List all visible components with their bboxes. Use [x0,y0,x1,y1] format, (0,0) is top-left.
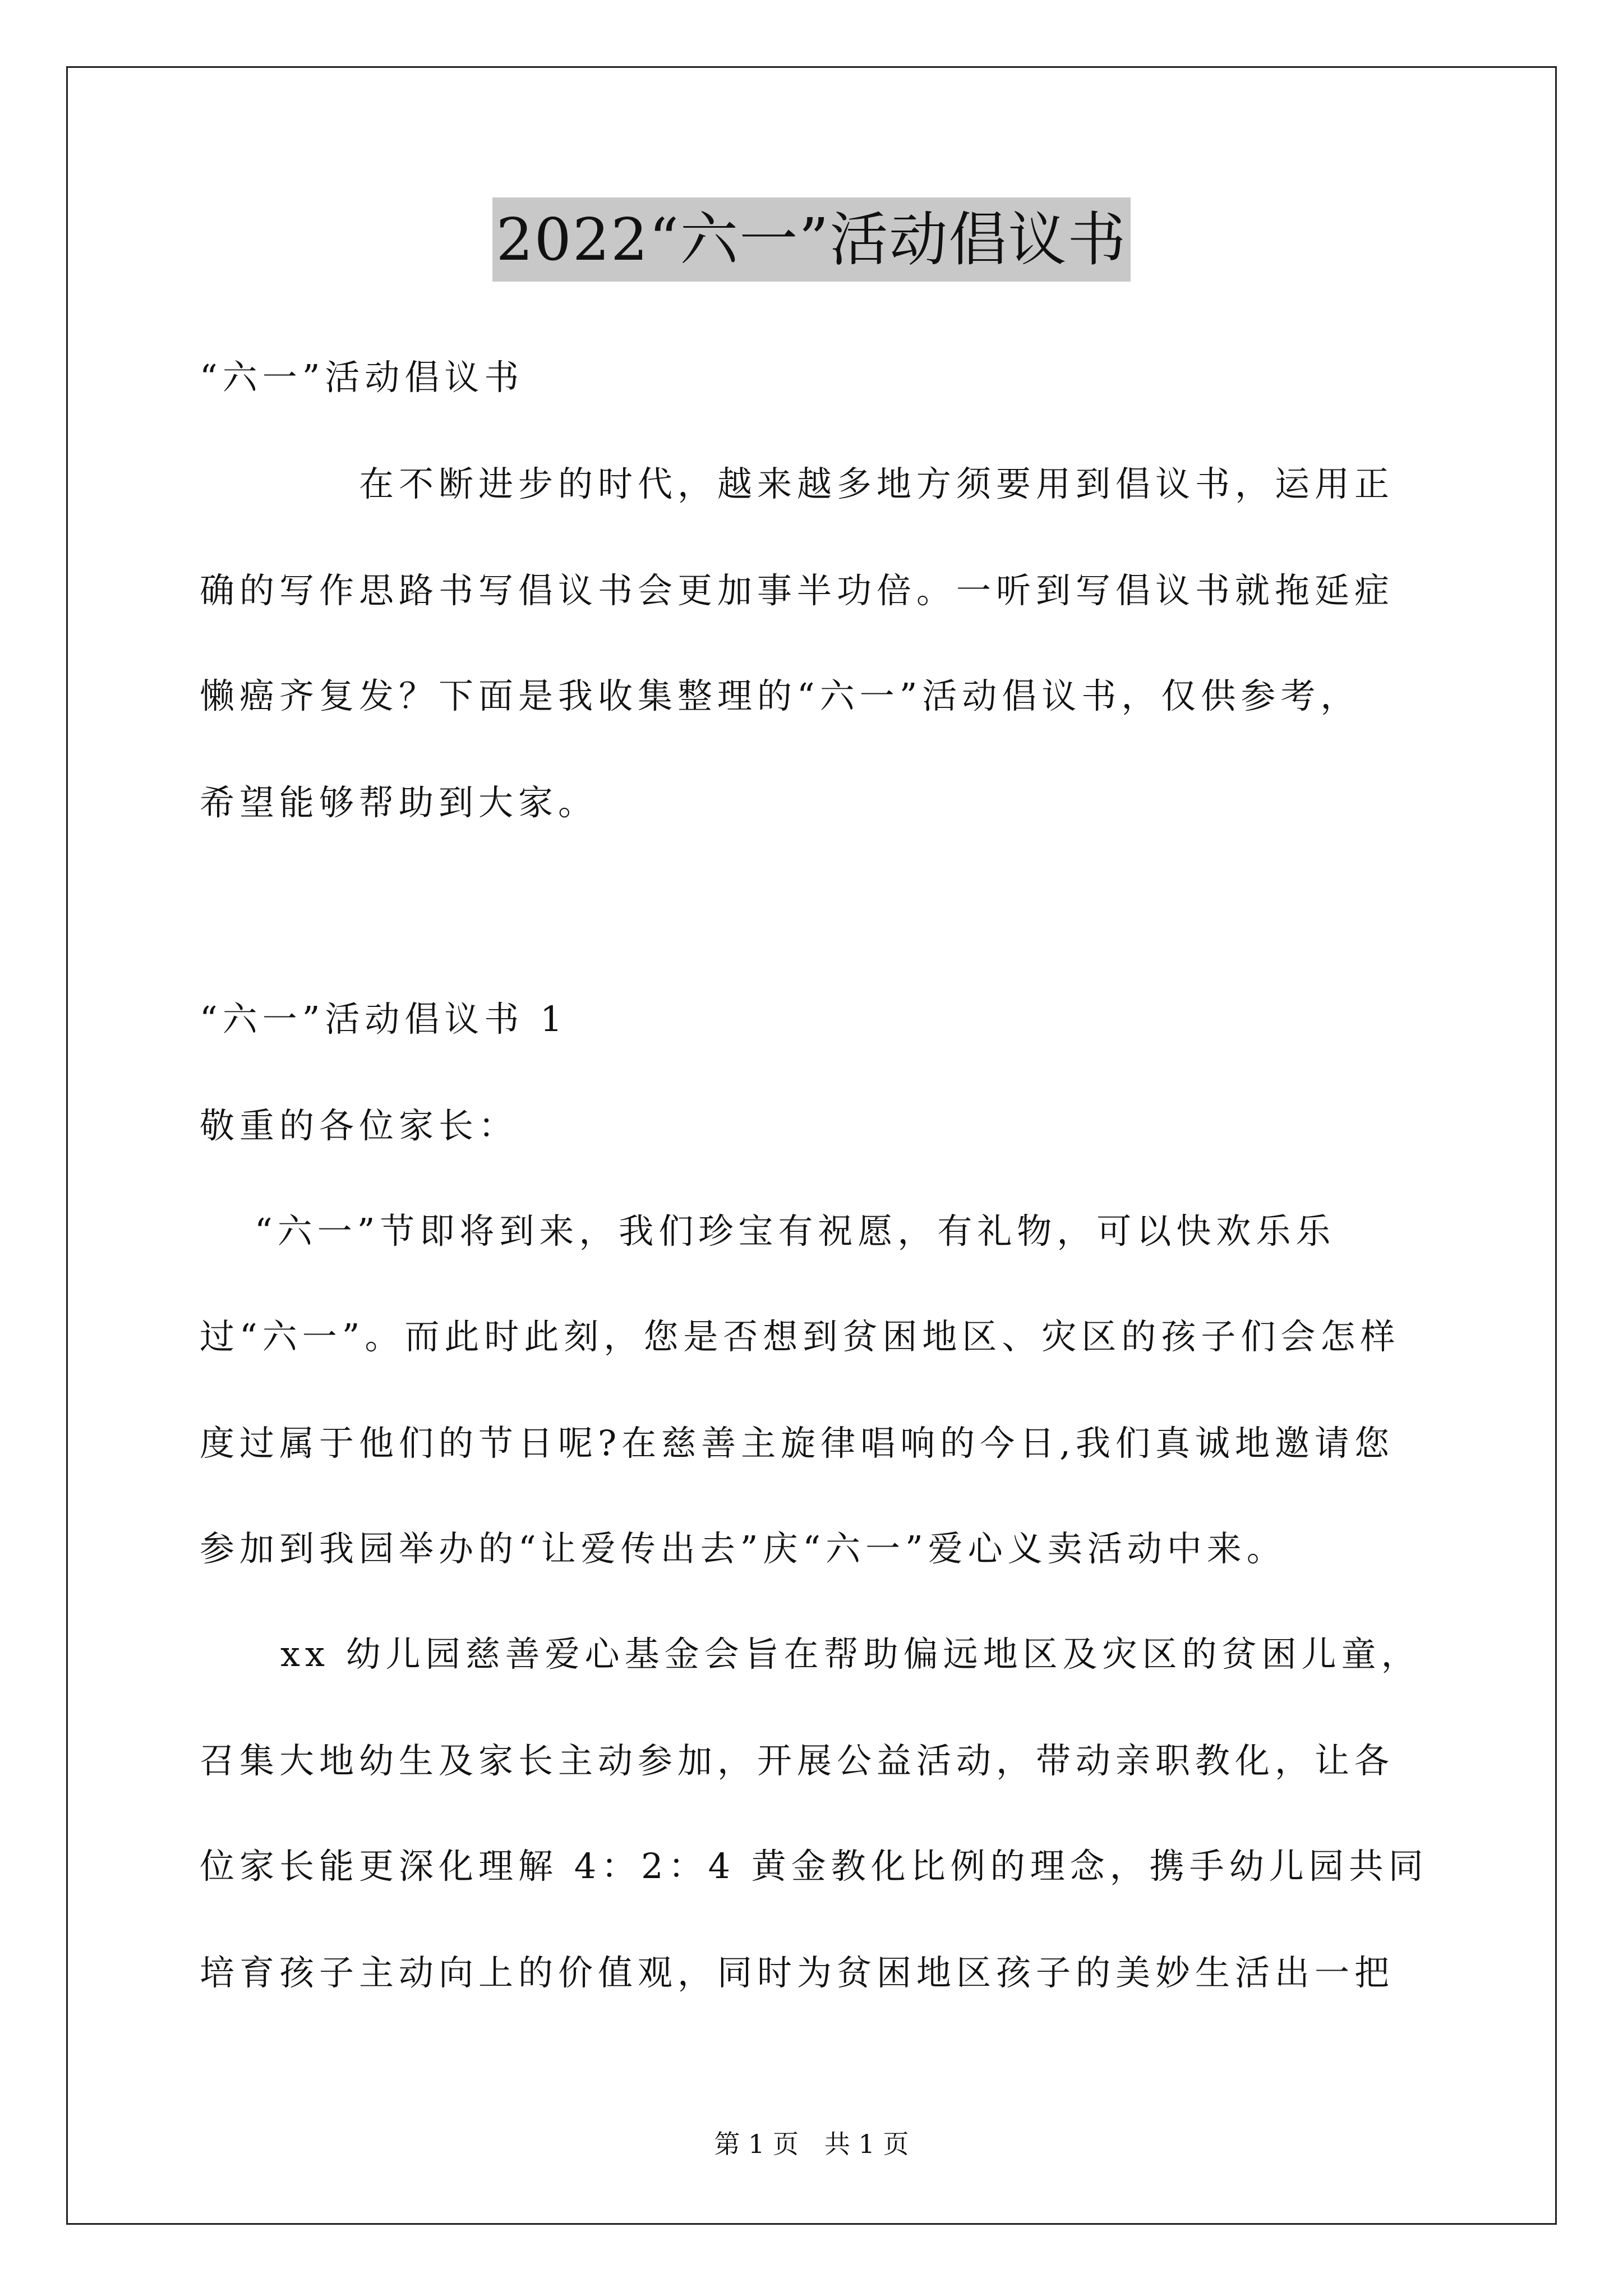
salutation: 敬重的各位家长： [200,1105,519,1146]
intro-line: 在不断进步的时代，越来越多地方须要用到倡议书，运用正 [359,463,1395,504]
paragraph-line: 位家长能更深化理解 4：2：4 黄金教化比例的理念，携手幼儿园共同 [200,1846,1428,1887]
document-title: 2022“六一”活动倡议书 [492,197,1130,282]
paragraph-line: “六一”节即将到来，我们珍宝有祝愿，有礼物，可以快欢乐乐 [255,1211,1336,1251]
paragraph-line: 过“六一”。而此时此刻，您是否想到贫困地区、灾区的孩子们会怎样 [200,1316,1400,1357]
paragraph-line: 参加到我园举办的“让爱传出去”庆“六一”爱心义卖活动中来。 [200,1528,1287,1569]
intro-line: 懒癌齐复发？下面是我收集整理的“六一”活动倡议书，仅供参考， [200,675,1361,716]
paragraph-line: 培育孩子主动向上的价值观，同时为贫困地区孩子的美妙生活出一把 [200,1952,1395,1993]
paragraph-line: xx 幼儿园慈善爱心基金会旨在帮助偏远地区及灾区的贫困儿童， [280,1634,1421,1674]
intro-line: 确的写作思路书写倡议书会更加事半功倍。一听到写倡议书就拖延症 [200,570,1395,611]
paragraph-line: 度过属于他们的节日呢?在慈善主旋律唱响的今日,我们真诚地邀请您 [200,1423,1394,1464]
section-heading: “六一”活动倡议书 1 [200,999,568,1039]
title-container [0,197,1623,282]
subtitle: “六一”活动倡议书 [200,357,524,398]
intro-line: 希望能够帮助到大家。 [200,782,598,823]
paragraph-line: 召集大地幼生及家长主动参加，开展公益活动，带动亲职教化，让各 [200,1740,1395,1781]
page-footer: 第 1 页 共 1 页 [714,2129,909,2159]
